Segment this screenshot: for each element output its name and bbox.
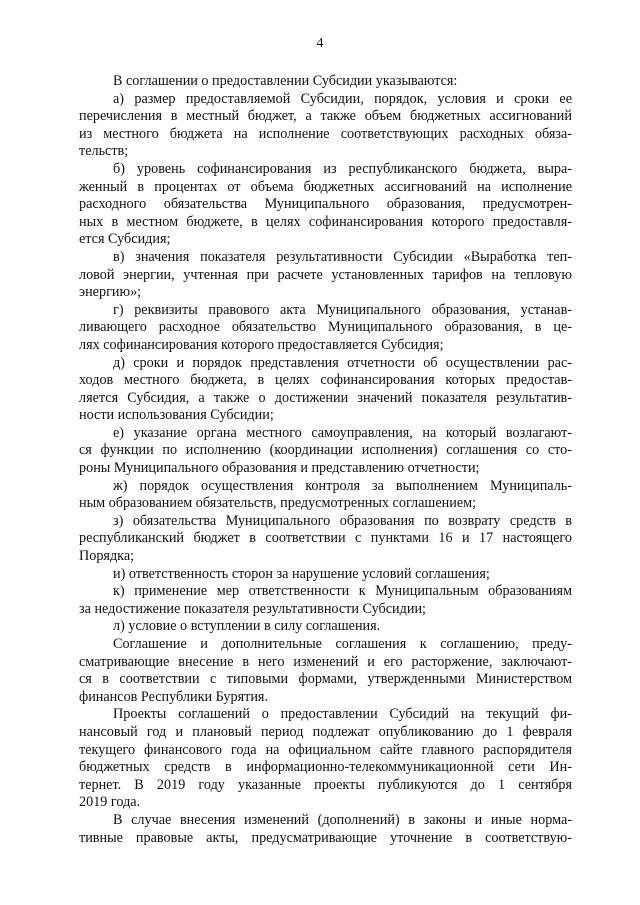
text-line: ности использования Субсидии; <box>79 407 274 424</box>
text-line: сматривающие внесение в него изменений и его расторжение, заключают- <box>79 653 572 670</box>
text-line: республиканский бюджет в соответствии с пунктами 16 и 17 настоящего <box>79 530 572 547</box>
text-line: к) применение мер ответственности к Муниципальным образованиям <box>113 583 572 600</box>
text-line: нансовый год и плановый период подлежат опубликованию до 1 февраля <box>79 723 572 740</box>
text-line: ным образованием обязательств, предусмотренных соглашением; <box>79 495 477 512</box>
text-line: а) размер предоставляемой Субсидии, порядок, условия и сроки ее <box>113 90 572 107</box>
page-number: 4 <box>316 36 324 51</box>
text-line: из местного бюджета на исполнение соответствующих расходных обяза- <box>79 125 572 142</box>
paragraph <box>79 811 572 847</box>
text-line: текущего финансового года на официальном сайте главного распорядителя <box>79 741 572 758</box>
paragraph <box>79 90 572 161</box>
text-line: ных в местном бюджете, в целях софинансирования которого предоставля- <box>79 213 572 230</box>
paragraph <box>113 73 572 91</box>
text-line: Соглашение и дополнительные соглашения к соглашению, преду- <box>113 636 572 652</box>
text-line: Проекты соглашений о предоставлении Субсидий на текущий фи- <box>113 706 572 723</box>
text-line: тельств; <box>79 143 129 160</box>
text-line: ловой энергии, учтенная при расчете установленных тарифов на тепловую <box>79 266 572 283</box>
paragraph <box>79 301 572 355</box>
text-line: ляется Субсидия, а также о достижении значений показателя результатив- <box>79 389 572 406</box>
text-line: ся функции по исполнению (координации исполнения) соглашения со сто- <box>79 442 572 459</box>
text-line: В случае внесения изменений (дополнений) в законы и иные норма- <box>113 811 572 828</box>
text-line: расходного обязательства Муниципального образования, предусмотрен- <box>79 196 572 213</box>
text-line: г) реквизиты правового акта Муниципального образования, устанав- <box>113 301 572 318</box>
paragraph <box>79 424 572 478</box>
text-line: В соглашении о предоставлении Субсидии указываются: <box>113 73 458 89</box>
text-line: ходов местного бюджета, в целях софинансирования которых предостав- <box>79 372 572 389</box>
paragraph <box>79 583 572 618</box>
text-line: и) ответственность сторон за нарушение условий соглашения; <box>113 565 490 582</box>
text-line: Порядка; <box>79 548 135 565</box>
text-line: женный в процентах от объема бюджетных ассигнований на исполнение <box>79 178 572 195</box>
text-line: роны Муниципального образования и представлению отчетности; <box>79 460 480 477</box>
text-line: тивные правовые акты, предусматривающие уточнение в соответствую- <box>79 829 572 846</box>
text-line: л) условие о вступлении в силу соглашения. <box>113 618 381 635</box>
text-line: бюджетных средств в информационно-телекоммуникационной сети Ин- <box>79 759 572 776</box>
text-line: 2019 года. <box>79 794 141 811</box>
paragraph <box>79 477 572 513</box>
text-line: в) значения показателя результативности Субсидии «Выработка теп- <box>113 248 572 265</box>
text-line: лях софинансирования которого предоставляется Субсидия; <box>79 336 444 353</box>
paragraph <box>79 160 572 249</box>
text-line: ется Субсидия; <box>79 231 171 248</box>
paragraph <box>79 706 572 812</box>
text-line: б) уровень софинансирования из республиканского бюджета, выра- <box>113 160 572 177</box>
text-line: тернет. В 2019 году указанные проекты публикуются до 1 сентября <box>79 776 572 793</box>
paragraph <box>79 354 572 425</box>
text-line: за недостижение показателя результативности Субсидии; <box>79 600 426 617</box>
paragraph <box>79 636 572 706</box>
paragraph <box>79 512 572 566</box>
text-line: ж) порядок осуществления контроля за выполнением Муниципаль- <box>113 477 572 494</box>
paragraph <box>79 248 572 302</box>
text-line: перечисления в местный бюджет, а также объем бюджетных ассигнований <box>79 108 572 125</box>
text-line: ся в соответствии с типовыми формами, утвержденными Министерством <box>79 671 572 688</box>
text-line: энергию»; <box>79 284 142 301</box>
text-line: финансов Республики Бурятия. <box>79 688 268 705</box>
paragraph <box>113 618 572 636</box>
text-line: д) сроки и порядок представления отчетности об осуществлении рас- <box>113 354 572 371</box>
text-line: е) указание органа местного самоуправления, на который возлагают- <box>113 424 572 441</box>
text-line: з) обязательства Муниципального образования по возврату средств в <box>113 512 572 529</box>
text-line: ливающего расходное обязательство Муниципального образования, в це- <box>79 319 572 336</box>
document-body <box>79 73 572 847</box>
paragraph <box>113 566 572 584</box>
